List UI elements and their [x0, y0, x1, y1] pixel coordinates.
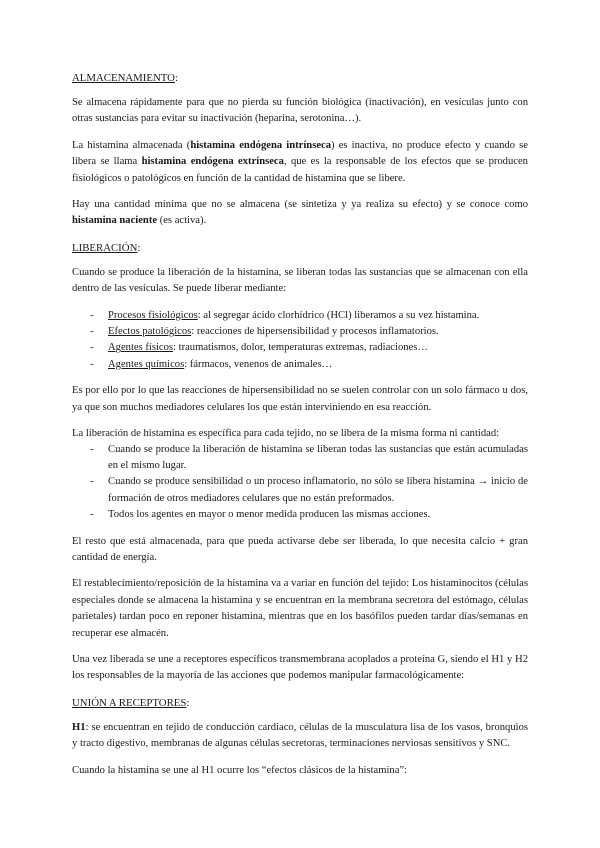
heading-colon: :	[174, 72, 178, 84]
list-item: - Cuando se produce la liberación de histamina se liberan todas las sustancias que están acumuladas en el mismo lugar.	[108, 442, 528, 475]
section-heading-union-receptores: UNIÓN A RECEPTORES:	[72, 696, 190, 709]
paragraph: Cuando se produce la liberación de la histamina, se liberan todas las sustancias que se almacenan con ella dentro de las vesículas. Se puede liberar mediante:	[72, 266, 528, 295]
paragraph: Se almacena rápidamente para que no pierda su función biológica (inactivación), en vesículas junto con otras sustancias para evitar su inactivación (heparina, serotonina…).	[72, 97, 528, 125]
list-item: - Procesos fisiológicos: al segregar ácido clorhídrico (HCl) liberamos a su vez histamina.	[108, 308, 528, 324]
paragraph: Es por ello por lo que las reacciones de hipersensibilidad no se suelen controlar con un solo fármaco u dos, ya que son muchos mediadores celulares los que están interviniendo en esa reacción.	[72, 385, 528, 413]
list-item: - Todos los agentes en mayor o menor medida producen las mismas acciones.	[108, 507, 528, 523]
paragraph: Hay una cantidad mínima que no se almacena (se sintetiza y ya realiza su efecto) y se conoce como histamina naciente (es activa).	[72, 199, 528, 227]
section-heading-liberacion: LIBERACIÓN:	[72, 241, 141, 254]
tissue-specific-list	[72, 442, 528, 524]
list-item: - Agentes físicos: traumatismos, dolor, temperaturas extremas, radiaciones…	[108, 340, 528, 356]
paragraph: Cuando la histamina se une al H1 ocurre los “efectos clásicos de la histamina”:	[72, 764, 408, 776]
heading-colon: :	[186, 696, 190, 709]
paragraph: El restablecimiento/reposición de la histamina va a variar en función del tejido: Los histaminocitos (células especiales donde se almacena la histamina y se encuentran en la membrana secretora del estómago, células parietales) tardan poco en reponer histamina, mientras que en los basófilos pueden tardar días/semanas en recuperar ese almacén.	[72, 578, 528, 639]
paragraph: La histamina almacenada (histamina endógena intrínseca) es inactiva, no produce efecto y cuando se libera se llama histamina endógena extrínseca, que es la responsable de los efectos que se producen fisiológicos o patológicos en función de la cantidad de histamina que se libere.	[72, 139, 528, 184]
paragraph: La liberación de histamina es específica para cada tejido, no se libera de la misma forma ni cantidad:	[72, 428, 500, 440]
list-item: - Efectos patológicos: reacciones de hipersensibilidad y procesos inflamatorios.	[108, 324, 528, 340]
heading-colon: :	[137, 241, 141, 254]
paragraph: Una vez liberada se une a receptores específicos transmembrana acoplados a proteína G, siendo el H1 y H2 los responsables de la mayoría de las acciones que podemos manipular farmacológicamente:	[72, 653, 528, 682]
list-item: - Agentes químicos: fármacos, venenos de animales…	[108, 357, 528, 373]
paragraph: H1: se encuentran en tejido de conducción cardiaco, células de la musculatura lisa de los vasos, bronquios y tracto digestivo, membranas de algunas células secretoras, terminaciones nerviosas sensitivos y SNC.	[72, 721, 528, 750]
section-heading-almacenamiento: ALMACENAMIENTO:	[72, 72, 178, 84]
list-item: - Cuando se produce sensibilidad o un proceso inflamatorio, no sólo se libera histamina → inicio de formación de otros mediadores celulares que no están preformados.	[108, 474, 528, 507]
paragraph: El resto que está almacenada, para que pueda activarse debe ser liberada, lo que necesita calcio + gran cantidad de energía.	[72, 535, 528, 563]
release-mechanisms-list	[72, 308, 528, 374]
